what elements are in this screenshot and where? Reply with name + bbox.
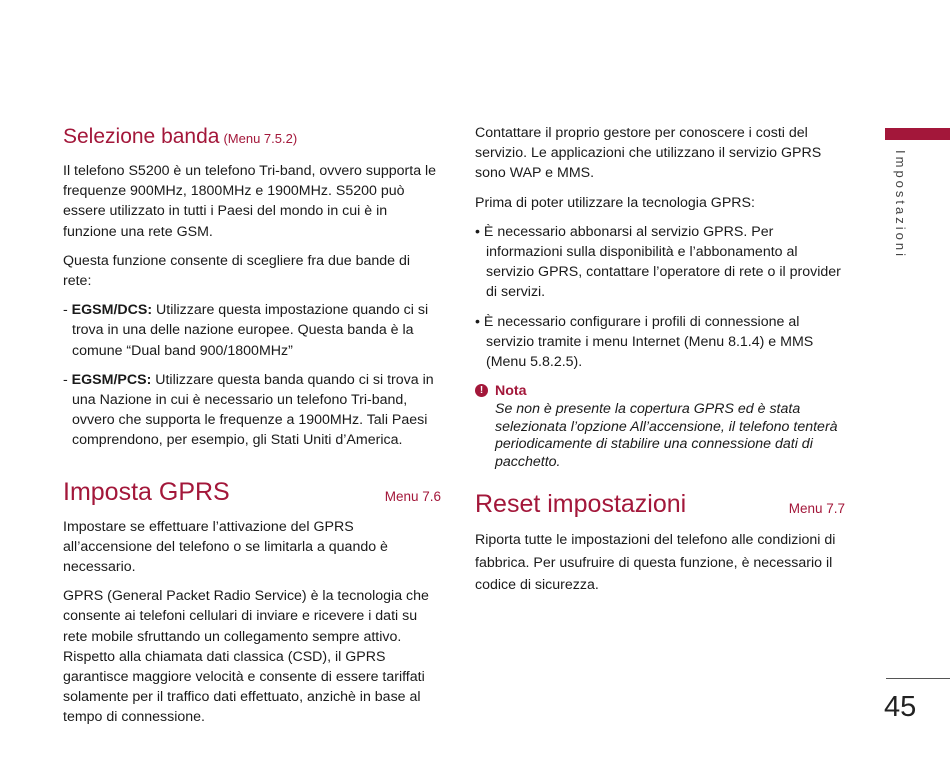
gprs-paragraph-1: Impostare se effettuare l’attivazione del GPRS all’accensione del telefono o se limitarla a quando è necessario. bbox=[63, 518, 388, 576]
left-column bbox=[63, 124, 441, 737]
side-section-label: Impostazioni bbox=[893, 150, 908, 259]
right-column bbox=[475, 123, 845, 606]
selezione-heading: Selezione banda (Menu 7.5.2) bbox=[63, 125, 298, 148]
reset-paragraph: Riporta tutte le impostazioni del telefono alle condizioni di fabbrica. Per usufruire di questa funzione, è necessario il codice di sicurezza. bbox=[475, 532, 836, 594]
note-icon: ! bbox=[475, 384, 488, 397]
gprs-paragraph-3: Contattare il proprio gestore per conoscere i costi del servizio. Le applicazioni che utilizzano il servizio GPRS sono WAP e MMS. bbox=[475, 125, 822, 182]
note-text: Se non è presente la copertura GPRS ed è stata selezionata l’opzione All’accensione, il telefono tenterà periodicamente di stabilire una connessione dati di pacchetto. bbox=[495, 401, 838, 470]
selezione-menu-ref: (Menu 7.5.2) bbox=[223, 131, 298, 146]
band-option-egsm-pcs: - EGSM/PCS: Utilizzare questa banda quando ci si trova in una Nazione in cui è necessario un telefono Tri-band, ovvero che supporta le frequenze a 1900MHz. Tali Paesi comprendono, per esempio, gli Stati Uniti d’America. bbox=[63, 371, 434, 449]
gprs-bullet-1: • È necessario abbonarsi al servizio GPRS. Per informazioni sulla disponibilità e l’abbonamento al servizio GPRS, contattare l’operatore di rete o il provider di servizi. bbox=[475, 223, 841, 301]
section-tab-marker bbox=[885, 128, 950, 140]
page-number-rule bbox=[886, 678, 950, 679]
page-number: 45 bbox=[884, 691, 917, 723]
band-option-egsm-dcs: - EGSM/DCS: Utilizzare questa impostazione quando ci si trova in una delle nazione europee. Questa banda è la comune “Dual band 900/1800MHz” bbox=[63, 302, 429, 359]
gprs-menu-ref: Menu 7.6 bbox=[384, 488, 441, 504]
gprs-paragraph-2: GPRS (General Packet Radio Service) è la tecnologia che consente ai telefoni cellulari di inviare e ricevere i dati su rete mobile sfruttando un collegamento sempre attivo. Rispetto alla chiamata dati classica (CSD), il GPRS garantisce maggiore velocità e consente di essere tariffati solamente per il traffico dati effettuato, anzichè in base al tempo di connessione. bbox=[63, 588, 429, 726]
gprs-paragraph-4: Prima di poter utilizzare la tecnologia GPRS: bbox=[475, 194, 755, 211]
note-title: Nota bbox=[495, 383, 527, 400]
reset-heading: Reset impostazioni Menu 7.7 bbox=[475, 490, 845, 519]
reset-menu-ref: Menu 7.7 bbox=[788, 501, 845, 517]
gprs-note bbox=[475, 381, 845, 471]
gprs-heading: Imposta GPRS Menu 7.6 bbox=[63, 477, 441, 506]
selezione-paragraph-2: Questa funzione consente di scegliere fra due bande di rete: bbox=[63, 252, 411, 290]
selezione-paragraph-1: Il telefono S5200 è un telefono Tri-band, ovvero supporta le frequenze 900MHz, 1800MHz e 1900MHz. S5200 può essere utilizzato in tutti i Paesi del mondo in cui è in funzione una rete GSM. bbox=[63, 163, 437, 240]
gprs-bullet-2: • È necessario configurare i profili di connessione al servizio tramite i menu Internet (Menu 8.1.4) e MMS (Menu 5.8.2.5). bbox=[475, 313, 814, 371]
